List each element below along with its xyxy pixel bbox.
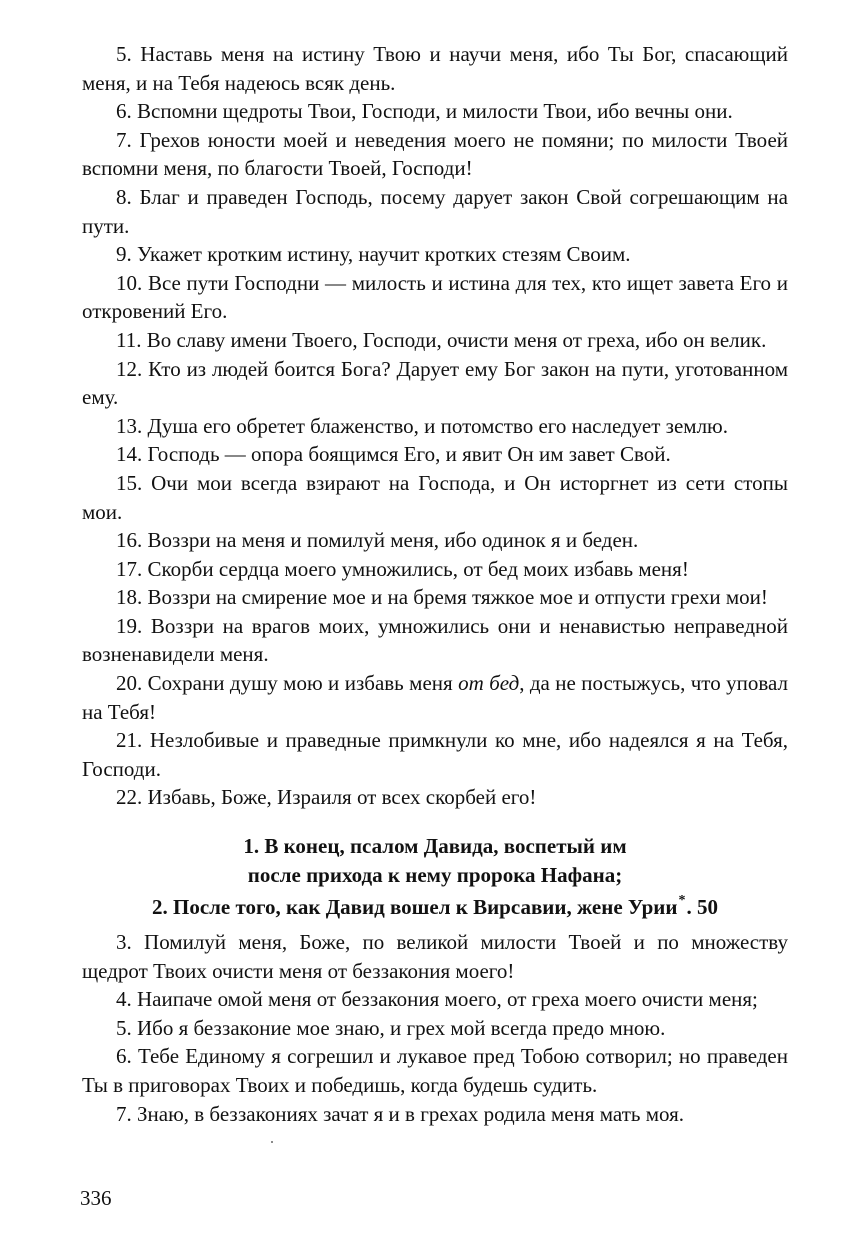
heading-line-3-text: 2. После того, как Давид вошел к Вирсавии, жене Урии	[152, 895, 678, 919]
verse-21: 21. Незлобивые и праведные примкнули ко мне, ибо надеялся я на Тебя, Господи.	[82, 728, 788, 781]
verse-20-italic: от бед	[458, 671, 520, 696]
verse-4: 4. Наипаче омой меня от беззакония моего, от греха моего очисти меня;	[116, 987, 758, 1012]
psalm-number: . 50	[686, 895, 718, 919]
verse-8: 8. Благ и праведен Господь, посему дарует закон Свой согрешающим на пути.	[82, 184, 788, 238]
verse-15: 15. Очи мои всегда взирают на Господа, и Он исторгнет из сети стопы мои.	[82, 470, 788, 524]
verse-5: 5. Ибо я беззаконие мое знаю, и грех мой всегда предо мною.	[116, 1015, 666, 1040]
verse-14: 14. Господь — опора боящимся Его, и явит Он им завет Свой.	[116, 442, 671, 467]
verse-12: 12. Кто из людей боится Бога? Дарует ему Бог закон на пути, уготованном ему.	[82, 356, 788, 410]
verse-13: 13. Душа его обретет блаженство, и потомство его наследует землю.	[116, 413, 728, 438]
heading-line-2: после прихода к нему пророка Нафана;	[247, 862, 623, 887]
verse-20-text-end: , да не постыжусь, что уповал на Тебя!	[82, 671, 788, 724]
verse-11: 11. Во славу имени Твоего, Господи, очисти меня от греха, ибо он велик.	[116, 327, 767, 352]
heading-line-3	[82, 889, 788, 922]
verse-22: 22. Избавь, Боже, Израиля от всех скорбей его!	[116, 785, 537, 810]
page-number: 336	[80, 1186, 112, 1210]
verse-5: 5. Наставь меня на истину Твою и научи меня, ибо Ты Бог, спасающий меня, и на Тебя надеюсь всяк день.	[82, 42, 788, 95]
verse-18: 18. Воззри на смирение мое и на бремя тяжкое мое и отпусти грехи мои!	[116, 585, 768, 610]
print-speck	[271, 1141, 273, 1143]
verse-19: 19. Воззри на врагов моих, умножились они и ненавистью неправедной возненавидели меня.	[82, 613, 788, 667]
verse-20	[82, 669, 788, 726]
verse-10: 10. Все пути Господни — милость и истина для тех, кто ищет завета Его и откровений Его.	[82, 270, 788, 324]
verse-6: 6. Тебе Единому я согрешил и лукавое пред Тобою сотворил; но праведен Ты в приговорах Твоих и победишь, когда будешь судить.	[82, 1044, 788, 1097]
psalm-50-heading	[82, 832, 788, 922]
verse-7: 7. Грехов юности моей и неведения моего не помяни; по милости Твоей вспомни меня, по благости Твоей, Господи!	[82, 127, 788, 181]
psalm-24-verses	[82, 40, 788, 812]
heading-line-1: 1. В конец, псалом Давида, воспетый им	[243, 834, 627, 858]
verse-20-text-start: 20. Сохрани душу мою и избавь меня	[116, 671, 459, 696]
verse-7: 7. Знаю, в беззакониях зачат я и в грехах родила меня мать моя.	[116, 1101, 685, 1126]
verse-9: 9. Укажет кротким истину, научит кротких стезям Своим.	[116, 242, 631, 267]
verse-6: 6. Вспомни щедроты Твои, Господи, и милости Твои, ибо вечны они.	[116, 99, 733, 124]
footnote-marker: *	[678, 893, 686, 908]
psalm-50-verses	[82, 928, 788, 1128]
verse-17: 17. Скорби сердца моего умножились, от бед моих избавь меня!	[116, 556, 689, 581]
verse-16: 16. Воззри на меня и помилуй меня, ибо одинок я и беден.	[116, 528, 639, 553]
verse-3: 3. Помилуй меня, Боже, по великой милости Твоей и по множеству щедрот Твоих очисти меня от беззакония моего!	[82, 930, 788, 983]
